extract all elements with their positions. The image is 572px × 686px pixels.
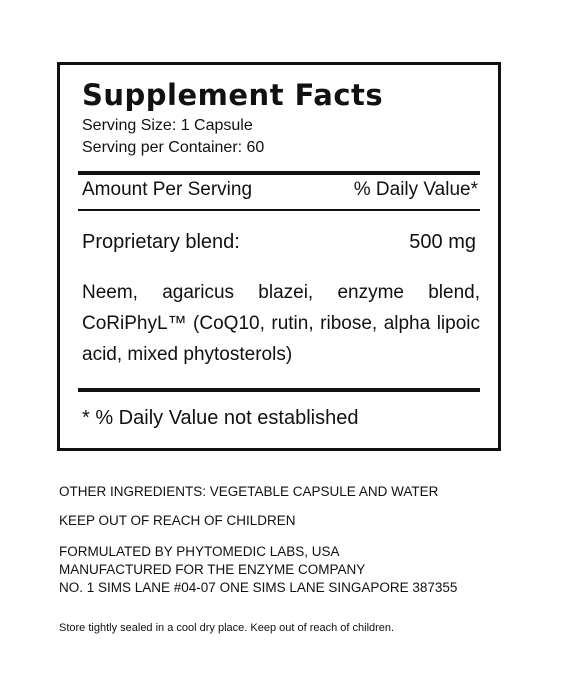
panel-title: Supplement Facts xyxy=(82,78,384,112)
blend-ingredients: Neem, agaricus blazei, enzyme blend, CoRiPhyL™ (CoQ10, rutin, ribose, alpha lipoic acid, mixed phytosterols) xyxy=(82,282,480,365)
supplement-facts-panel xyxy=(57,62,501,451)
manufacturer-address: NO. 1 SIMS LANE #04-07 ONE SIMS LANE SINGAPORE 387355 xyxy=(59,580,458,595)
proprietary-blend-amount: 500 mg xyxy=(409,231,476,253)
thin-divider xyxy=(78,209,480,211)
storage-instructions: Store tightly sealed in a cool dry place. Keep out of reach of children. xyxy=(59,622,395,634)
proprietary-blend-label: Proprietary blend: xyxy=(82,231,240,253)
daily-value-header: % Daily Value* xyxy=(353,179,478,200)
thick-divider-top xyxy=(78,171,480,175)
keep-out-warning: KEEP OUT OF REACH OF CHILDREN xyxy=(59,513,296,528)
thick-divider-bottom xyxy=(78,388,480,392)
formulated-by: FORMULATED BY PHYTOMEDIC LABS, USA xyxy=(59,544,340,559)
servings-per-container: Serving per Container: 60 xyxy=(82,139,265,156)
manufactured-for: MANUFACTURED FOR THE ENZYME COMPANY xyxy=(59,562,366,577)
daily-value-footnote: * % Daily Value not established xyxy=(82,407,359,429)
other-ingredients: OTHER INGREDIENTS: VEGETABLE CAPSULE AND WATER xyxy=(59,484,439,499)
amount-per-serving-header: Amount Per Serving xyxy=(82,179,253,200)
serving-size: Serving Size: 1 Capsule xyxy=(82,117,253,134)
